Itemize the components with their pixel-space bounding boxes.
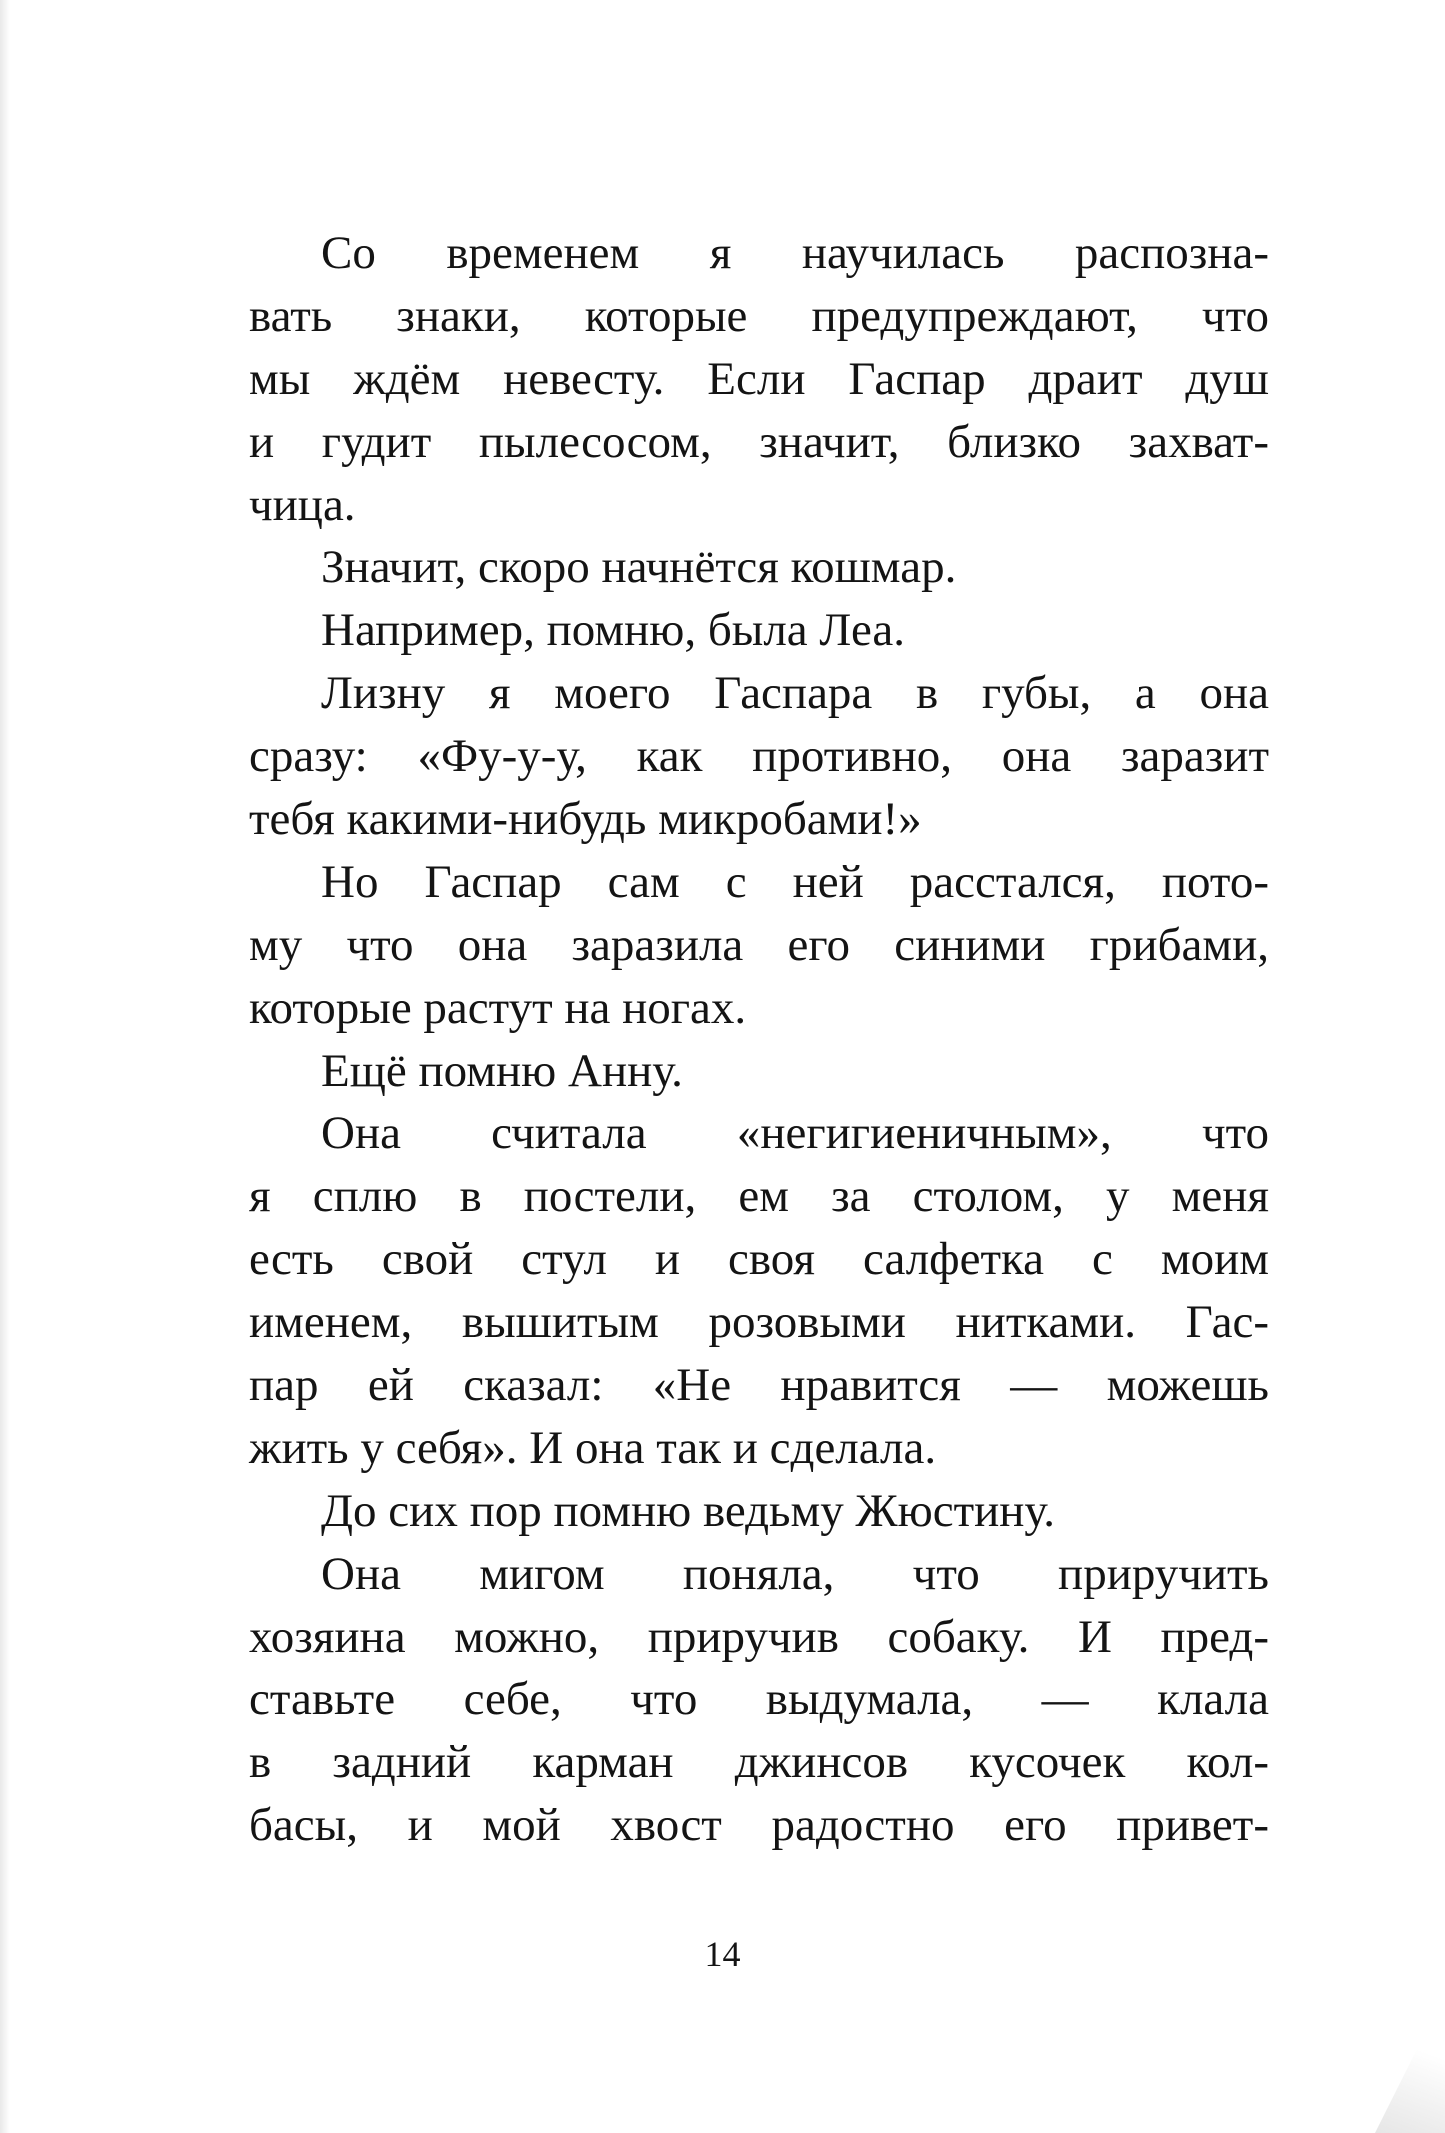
text-line: пар ей сказал: «Не нравится — можешь (249, 1359, 1269, 1412)
text-line: басы, и мой хвост радостно его привет- (249, 1799, 1269, 1852)
text-line: мы ждём невесту. Если Гаспар драит душ (249, 352, 1269, 405)
text-line: Она считала «негигиеничным», что (321, 1107, 1269, 1160)
text-line: Лизну я моего Гаспара в губы, а она (321, 667, 1269, 720)
text-line: хозяина можно, приручив собаку. И пред- (249, 1610, 1269, 1663)
text-line: и гудит пылесосом, значит, близко захват- (249, 415, 1269, 468)
text-line: ставьте себе, что выдумала, — клала (249, 1673, 1269, 1726)
text-line: Со временем я научилась распозна- (321, 227, 1269, 279)
page-number: 14 (704, 1934, 741, 1974)
text-line: му что она заразила его синими грибами, (249, 918, 1269, 971)
text-line: жить у себя». И она так и сделала. (249, 1421, 937, 1474)
text-line: есть свой стул и своя салфетка с моим (249, 1233, 1269, 1286)
text-line: Она мигом поняла, что приручить (321, 1547, 1269, 1600)
text-line: Например, помню, была Леа. (321, 604, 906, 657)
text-line: Ещё помню Анну. (321, 1044, 683, 1097)
page-edge-shadow (0, 0, 10, 2133)
body-text (249, 222, 1269, 1857)
text-line: которые растут на ногах. (249, 981, 747, 1034)
text-line: Значит, скоро начнётся кошмар. (321, 541, 957, 594)
text-line: чица. (249, 478, 356, 531)
page-curl-shadow (1375, 1993, 1445, 2133)
text-line: До сих пор помню ведьму Жюстину. (321, 1484, 1055, 1537)
text-line: тебя какими-нибудь микробами!» (249, 793, 922, 846)
text-line: сразу: «Фу-у-у, как противно, она заразит (249, 730, 1269, 783)
text-line: именем, вышитым розовыми нитками. Гас- (249, 1296, 1269, 1349)
text-line: Но Гаспар сам с ней расстался, пото- (321, 855, 1269, 908)
text-line: я сплю в постели, ем за столом, у меня (249, 1170, 1269, 1223)
text-line: вать знаки, которые предупреждают, что (249, 289, 1269, 342)
text-line: в задний карман джинсов кусочек кол- (249, 1736, 1269, 1789)
